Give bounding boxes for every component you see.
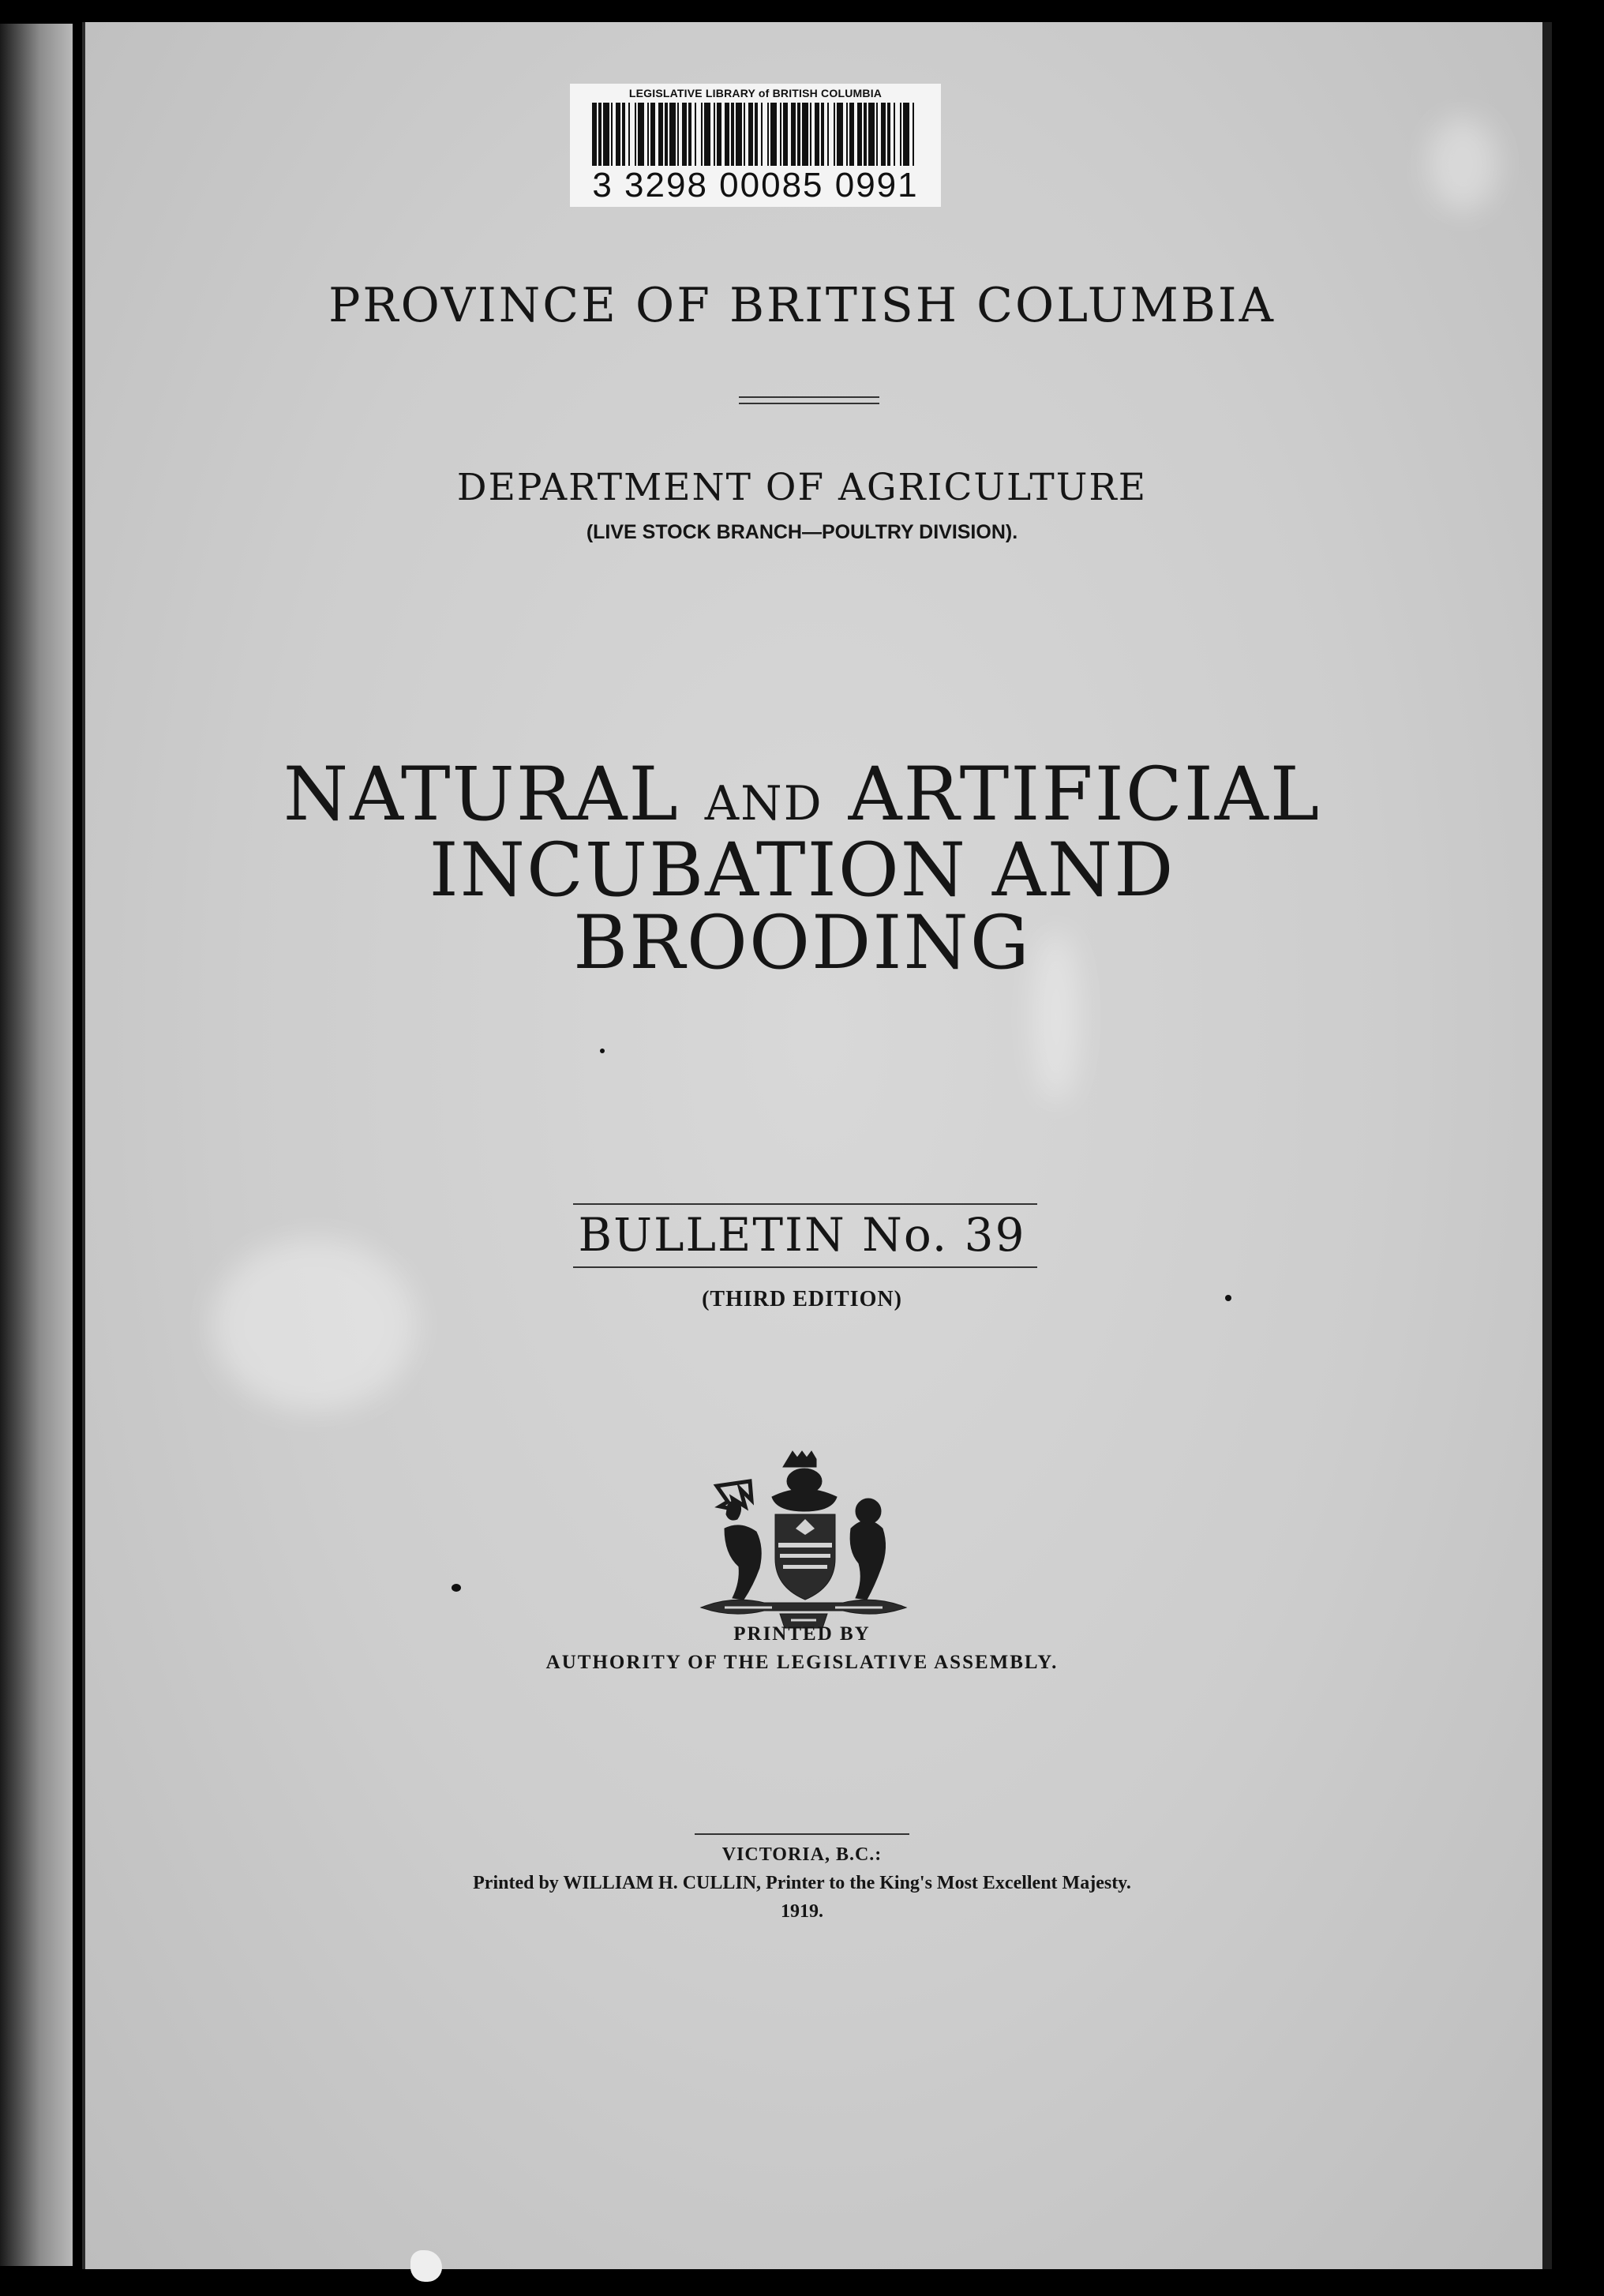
ink-speck: [1225, 1295, 1231, 1301]
barcode-bar: [761, 103, 763, 166]
barcode-bar: [903, 103, 909, 166]
paper-smudge: [212, 1238, 417, 1412]
barcode-bar: [827, 103, 829, 166]
imprint-place: VICTORIA, B.C.:: [721, 1844, 883, 1865]
barcode-bar: [658, 103, 663, 166]
barcode-bar: [887, 103, 890, 166]
barcode-bar: [815, 103, 819, 166]
bulletin-rule-top: [573, 1203, 1037, 1205]
barcode-bar: [714, 103, 715, 166]
title-word-artificial: ARTIFICIAL: [848, 752, 1321, 838]
barcode-bar: [881, 103, 886, 166]
barcode-bar: [665, 103, 668, 166]
barcode-bar: [767, 103, 769, 166]
paper-smudge: [1427, 117, 1498, 212]
barcode-bar: [731, 103, 734, 166]
barcode-bar: [616, 103, 620, 166]
divider: [739, 403, 879, 404]
barcode-bar: [810, 103, 811, 166]
barcode-bar: [611, 103, 613, 166]
barcode-bar: [770, 103, 777, 166]
barcode-bar: [821, 103, 824, 166]
barcode-bar: [688, 103, 691, 166]
title-line-1: [0, 752, 1604, 838]
barcode-bar: [622, 103, 625, 166]
barcode-bar: [755, 103, 758, 166]
barcode-bar: [849, 103, 854, 166]
imprint-printer: Printed by WILLIAM H. CULLIN, Printer to the King's Most Excellent Majesty.: [473, 1873, 1131, 1893]
scan-debris: [410, 2250, 442, 2282]
title-word-natural: NATURAL: [283, 752, 680, 838]
barcode-number: 3 3298 00085 0991: [592, 166, 919, 204]
barcode-bar: [635, 103, 636, 166]
barcode-bar: [846, 103, 848, 166]
imprint-year: 1919.: [781, 1901, 823, 1922]
barcode-bar: [628, 103, 630, 166]
barcode-bar: [669, 103, 676, 166]
page-edge-shadow: [1542, 22, 1552, 2269]
library-barcode-label: [570, 84, 941, 207]
imprint-divider: [695, 1833, 909, 1835]
previous-page-edge: [0, 24, 73, 2266]
barcode-bar: [704, 103, 710, 166]
title-line-2: INCUBATION AND: [429, 827, 1175, 914]
barcode-bar: [725, 103, 729, 166]
printed-by-label: PRINTED BY: [733, 1623, 871, 1645]
barcode-bar: [783, 103, 788, 166]
barcode-bar: [864, 103, 867, 166]
barcode-bar: [797, 103, 800, 166]
branch-subheading: (LIVE STOCK BRANCH—POULTRY DIVISION).: [586, 521, 1018, 543]
ink-speck: [600, 1049, 605, 1053]
barcode-bar: [857, 103, 862, 166]
barcode-bar: [744, 103, 745, 166]
bulletin-number: BULLETIN No. 39: [578, 1208, 1026, 1262]
bulletin-rule-bottom: [573, 1266, 1037, 1268]
barcode-bar: [837, 103, 843, 166]
barcode-bar: [701, 103, 703, 166]
barcode-bar: [677, 103, 679, 166]
barcode-bar: [650, 103, 655, 166]
barcode-bar: [598, 103, 602, 166]
barcode-caption: LEGISLATIVE LIBRARY of BRITISH COLUMBIA: [628, 87, 883, 99]
barcode-bar: [638, 103, 644, 166]
barcode-bar: [913, 103, 914, 166]
barcode-bar: [876, 103, 878, 166]
barcode-bar: [717, 103, 721, 166]
edition-label: (THIRD EDITION): [702, 1287, 902, 1311]
barcode-bar: [834, 103, 835, 166]
barcode-bar: [868, 103, 875, 166]
province-heading: PROVINCE OF BRITISH COLUMBIA: [328, 278, 1276, 333]
barcode-bar: [603, 103, 609, 166]
title-word-and: AND: [704, 776, 823, 831]
title-page: [82, 22, 1549, 2269]
authority-line: AUTHORITY OF THE LEGISLATIVE ASSEMBLY.: [545, 1652, 1059, 1673]
barcode-bar: [900, 103, 901, 166]
department-heading: DEPARTMENT OF AGRICULTURE: [456, 466, 1148, 509]
barcode-bar: [647, 103, 649, 166]
barcode-icon: [592, 103, 919, 166]
barcode-bar: [682, 103, 687, 166]
barcode-bar: [736, 103, 742, 166]
coat-of-arms-icon: [693, 1450, 914, 1631]
barcode-bar: [695, 103, 696, 166]
barcode-bar: [802, 103, 808, 166]
title-line-3: BROODING: [573, 900, 1031, 986]
barcode-bar: [592, 103, 597, 166]
barcode-bar: [791, 103, 796, 166]
barcode-bar: [780, 103, 781, 166]
barcode-bar: [748, 103, 753, 166]
barcode-bar: [894, 103, 895, 166]
ink-speck: [452, 1584, 461, 1592]
divider: [739, 396, 879, 398]
